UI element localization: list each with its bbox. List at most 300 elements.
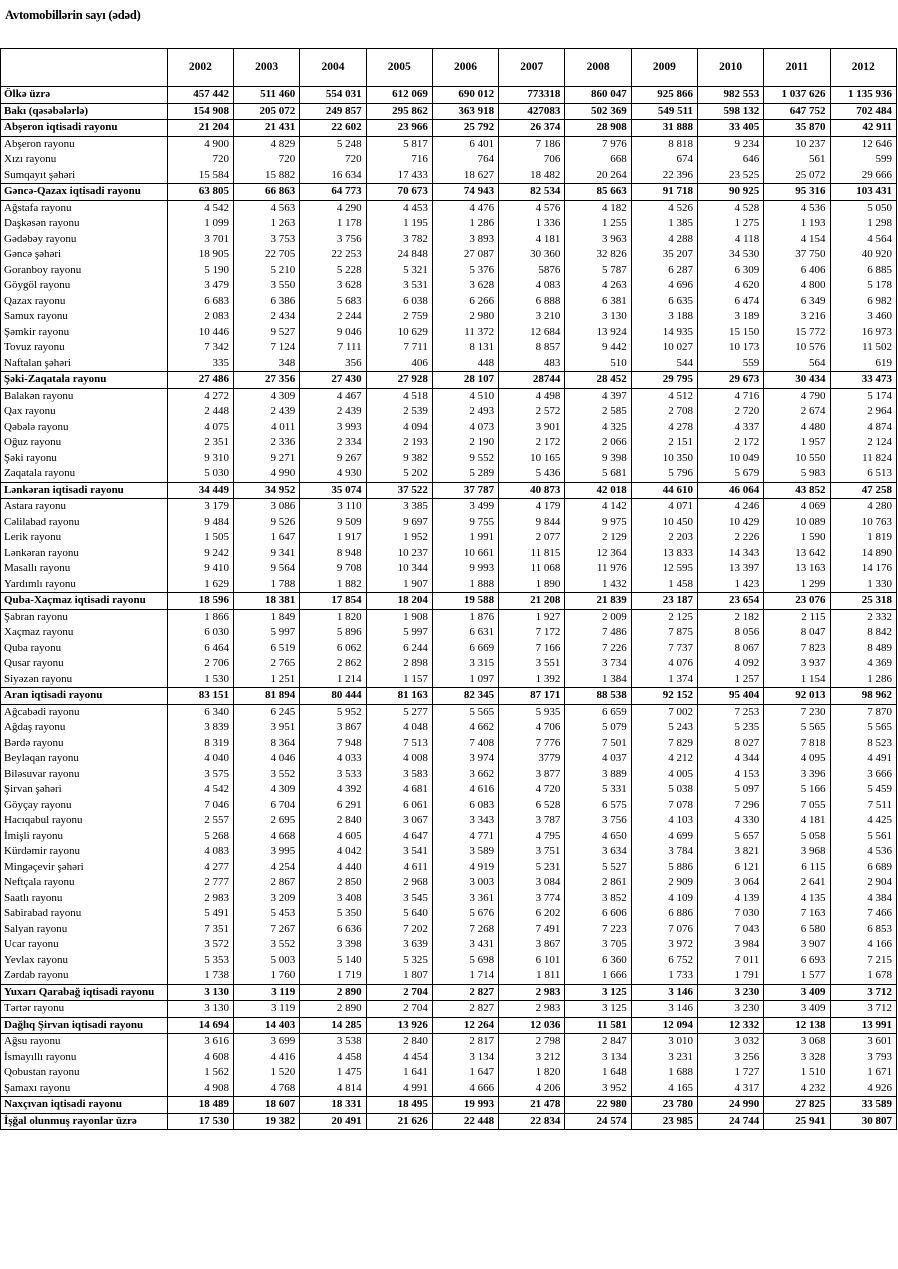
row-label: İsmayıllı rayonu — [1, 1050, 168, 1066]
value-cell: 6 309 — [697, 263, 763, 279]
value-cell: 3 705 — [565, 937, 631, 953]
value-cell: 9 527 — [234, 325, 300, 341]
value-cell: 3 256 — [697, 1050, 763, 1066]
value-cell: 9 697 — [366, 515, 432, 531]
value-cell: 25 792 — [432, 120, 498, 137]
table-row — [1, 451, 897, 467]
row-label: Şabran rayonu — [1, 609, 168, 625]
table-row — [1, 875, 897, 891]
value-cell: 1 714 — [432, 968, 498, 984]
value-cell: 982 553 — [697, 87, 763, 104]
value-cell: 5 983 — [764, 466, 830, 482]
value-cell: 6 693 — [764, 953, 830, 969]
value-cell: 23 525 — [697, 168, 763, 184]
row-label: Yuxarı Qarabağ iqtisadi rayonu — [1, 984, 168, 1001]
value-cell: 4 454 — [366, 1050, 432, 1066]
value-cell: 3 793 — [830, 1050, 896, 1066]
value-cell: 10 237 — [764, 136, 830, 152]
value-cell: 3 616 — [167, 1034, 233, 1050]
value-cell: 3779 — [499, 751, 565, 767]
value-cell: 90 925 — [697, 184, 763, 201]
value-cell: 3 993 — [300, 420, 366, 436]
row-label: Bərdə rayonu — [1, 736, 168, 752]
value-cell: 15 772 — [764, 325, 830, 341]
value-cell: 3 130 — [167, 984, 233, 1001]
table-row — [1, 891, 897, 907]
value-cell: 9 234 — [697, 136, 763, 152]
value-cell: 6 266 — [432, 294, 498, 310]
value-cell: 14 694 — [167, 1017, 233, 1034]
value-cell: 27 087 — [432, 247, 498, 263]
value-cell: 7 513 — [366, 736, 432, 752]
table-row-region — [1, 87, 897, 104]
value-cell: 18 596 — [167, 593, 233, 610]
value-cell: 1 788 — [234, 577, 300, 593]
value-cell: 4 440 — [300, 860, 366, 876]
page-title: Avtomobillərin sayı (ədəd) — [5, 8, 141, 22]
value-cell: 30 360 — [499, 247, 565, 263]
row-label: Mingəçevir şəhəri — [1, 860, 168, 876]
value-cell: 3 188 — [631, 309, 697, 325]
value-cell: 2 572 — [499, 404, 565, 420]
value-cell: 5 050 — [830, 200, 896, 216]
value-cell: 16 973 — [830, 325, 896, 341]
value-cell: 5 935 — [499, 704, 565, 720]
value-cell: 1 097 — [432, 672, 498, 688]
table-row-region — [1, 103, 897, 120]
value-cell: 5 657 — [697, 829, 763, 845]
value-cell: 12 332 — [697, 1017, 763, 1034]
row-label: Saatlı rayonu — [1, 891, 168, 907]
table-row — [1, 844, 897, 860]
value-cell: 11 815 — [499, 546, 565, 562]
value-cell: 5 565 — [432, 704, 498, 720]
value-cell: 619 — [830, 356, 896, 372]
value-cell: 5 698 — [432, 953, 498, 969]
value-cell: 4 254 — [234, 860, 300, 876]
value-cell: 5 886 — [631, 860, 697, 876]
table-row — [1, 515, 897, 531]
value-cell: 21 208 — [499, 593, 565, 610]
value-cell: 35 207 — [631, 247, 697, 263]
table-row-region — [1, 184, 897, 201]
table-row — [1, 561, 897, 577]
value-cell: 10 173 — [697, 340, 763, 356]
table-row — [1, 625, 897, 641]
value-cell: 2 190 — [432, 435, 498, 451]
row-label: Ucar rayonu — [1, 937, 168, 953]
value-cell: 511 460 — [234, 87, 300, 104]
row-label: Masallı rayonu — [1, 561, 168, 577]
value-cell: 22 253 — [300, 247, 366, 263]
row-label: Yevlax rayonu — [1, 953, 168, 969]
value-cell: 2 827 — [432, 984, 498, 1001]
value-cell: 3 125 — [565, 984, 631, 1001]
value-cell: 1 286 — [432, 216, 498, 232]
value-cell: 34 449 — [167, 482, 233, 499]
value-cell: 3 699 — [234, 1034, 300, 1050]
value-cell: 6 401 — [432, 136, 498, 152]
value-cell: 9 564 — [234, 561, 300, 577]
row-label: Tərtər rayonu — [1, 1001, 168, 1018]
value-cell: 82 345 — [432, 688, 498, 705]
value-cell: 4 288 — [631, 232, 697, 248]
value-cell: 4 142 — [565, 499, 631, 515]
value-cell: 5 997 — [234, 625, 300, 641]
value-cell: 3 634 — [565, 844, 631, 860]
value-cell: 25 318 — [830, 593, 896, 610]
value-cell: 9 509 — [300, 515, 366, 531]
row-label: Qobustan rayonu — [1, 1065, 168, 1081]
value-cell: 1 849 — [234, 609, 300, 625]
value-cell: 9 310 — [167, 451, 233, 467]
value-cell: 1 907 — [366, 577, 432, 593]
row-label: Şəki rayonu — [1, 451, 168, 467]
value-cell: 4 498 — [499, 388, 565, 404]
value-cell: 4 425 — [830, 813, 896, 829]
value-cell: 3 460 — [830, 309, 896, 325]
value-cell: 42 018 — [565, 482, 631, 499]
value-cell: 702 484 — [830, 103, 896, 120]
value-cell: 3 968 — [764, 844, 830, 860]
row-label: Lənkəran rayonu — [1, 546, 168, 562]
table-row — [1, 420, 897, 436]
row-label: Lənkəran iqtisadi rayonu — [1, 482, 168, 499]
value-cell: 30 434 — [764, 372, 830, 389]
value-cell: 9 267 — [300, 451, 366, 467]
value-cell: 4 611 — [366, 860, 432, 876]
value-cell: 21 626 — [366, 1113, 432, 1130]
year-header: 2007 — [499, 49, 565, 87]
value-cell: 5 079 — [565, 720, 631, 736]
value-cell: 3 545 — [366, 891, 432, 907]
value-cell: 4 083 — [499, 278, 565, 294]
value-cell: 502 369 — [565, 103, 631, 120]
value-cell: 8 067 — [697, 641, 763, 657]
value-cell: 2 704 — [366, 1001, 432, 1018]
value-cell: 4 605 — [300, 829, 366, 845]
value-cell: 12 646 — [830, 136, 896, 152]
value-cell: 1 392 — [499, 672, 565, 688]
value-cell: 4 919 — [432, 860, 498, 876]
value-cell: 4 344 — [697, 751, 763, 767]
row-label: Oğuz rayonu — [1, 435, 168, 451]
value-cell: 6 287 — [631, 263, 697, 279]
value-cell: 5 640 — [366, 906, 432, 922]
value-cell: 22 705 — [234, 247, 300, 263]
value-cell: 249 857 — [300, 103, 366, 120]
value-cell: 20 491 — [300, 1113, 366, 1130]
row-label: Göygöl rayonu — [1, 278, 168, 294]
value-cell: 4 696 — [631, 278, 697, 294]
value-cell: 23 985 — [631, 1113, 697, 1130]
row-label: Bakı (qəsəbələrlə) — [1, 103, 168, 120]
value-cell: 2 720 — [697, 404, 763, 420]
value-cell: 24 744 — [697, 1113, 763, 1130]
value-cell: 2 909 — [631, 875, 697, 891]
value-cell: 37 522 — [366, 482, 432, 499]
value-cell: 24 990 — [697, 1097, 763, 1114]
value-cell: 1 671 — [830, 1065, 896, 1081]
value-cell: 29 795 — [631, 372, 697, 389]
value-cell: 9 993 — [432, 561, 498, 577]
value-cell: 5876 — [499, 263, 565, 279]
table-header-row — [1, 49, 897, 87]
value-cell: 2 448 — [167, 404, 233, 420]
value-cell: 18 905 — [167, 247, 233, 263]
value-cell: 6 101 — [499, 953, 565, 969]
year-header: 2003 — [234, 49, 300, 87]
value-cell: 4 008 — [366, 751, 432, 767]
value-cell: 3 032 — [697, 1034, 763, 1050]
value-cell: 8 319 — [167, 736, 233, 752]
value-cell: 4 716 — [697, 388, 763, 404]
value-cell: 24 848 — [366, 247, 432, 263]
value-cell: 2 904 — [830, 875, 896, 891]
value-cell: 1 577 — [764, 968, 830, 984]
value-cell: 8 364 — [234, 736, 300, 752]
value-cell: 4 182 — [565, 200, 631, 216]
value-cell: 2 840 — [366, 1034, 432, 1050]
year-header: 2011 — [764, 49, 830, 87]
value-cell: 19 588 — [432, 593, 498, 610]
value-cell: 5 997 — [366, 625, 432, 641]
value-cell: 92 013 — [764, 688, 830, 705]
value-cell: 5 453 — [234, 906, 300, 922]
value-cell: 66 863 — [234, 184, 300, 201]
row-label: Gəncə-Qazax iqtisadi rayonu — [1, 184, 168, 201]
value-cell: 5 097 — [697, 782, 763, 798]
value-cell: 2 332 — [830, 609, 896, 625]
value-cell: 3 984 — [697, 937, 763, 953]
value-cell: 2 777 — [167, 875, 233, 891]
value-cell: 34 530 — [697, 247, 763, 263]
value-cell: 2 817 — [432, 1034, 498, 1050]
value-cell: 2 439 — [300, 404, 366, 420]
value-cell: 3 541 — [366, 844, 432, 860]
row-label: Quba rayonu — [1, 641, 168, 657]
value-cell: 4 990 — [234, 466, 300, 482]
value-cell: 7 823 — [764, 641, 830, 657]
value-cell: 1 037 626 — [764, 87, 830, 104]
value-cell: 6 202 — [499, 906, 565, 922]
value-cell: 4 083 — [167, 844, 233, 860]
value-cell: 6 689 — [830, 860, 896, 876]
value-cell: 8 523 — [830, 736, 896, 752]
value-cell: 706 — [499, 152, 565, 168]
value-cell: 6 406 — [764, 263, 830, 279]
value-cell: 2 867 — [234, 875, 300, 891]
year-header: 2002 — [167, 49, 233, 87]
value-cell: 11 372 — [432, 325, 498, 341]
value-cell: 9 484 — [167, 515, 233, 531]
value-cell: 10 165 — [499, 451, 565, 467]
value-cell: 3 119 — [234, 984, 300, 1001]
value-cell: 46 064 — [697, 482, 763, 499]
value-cell: 18 495 — [366, 1097, 432, 1114]
value-cell: 4 397 — [565, 388, 631, 404]
row-label: Şirvan şəhəri — [1, 782, 168, 798]
value-cell: 3 589 — [432, 844, 498, 860]
value-cell: 9 975 — [565, 515, 631, 531]
value-cell: 3 134 — [565, 1050, 631, 1066]
value-cell: 2 890 — [300, 1001, 366, 1018]
value-cell: 28 107 — [432, 372, 498, 389]
value-cell: 3 551 — [499, 656, 565, 672]
value-cell: 10 049 — [697, 451, 763, 467]
value-cell: 2 334 — [300, 435, 366, 451]
value-cell: 720 — [167, 152, 233, 168]
value-cell: 7 186 — [499, 136, 565, 152]
table-row — [1, 1081, 897, 1097]
value-cell: 4 040 — [167, 751, 233, 767]
value-cell: 5 565 — [830, 720, 896, 736]
value-cell: 6 606 — [565, 906, 631, 922]
value-cell: 63 805 — [167, 184, 233, 201]
value-cell: 646 — [697, 152, 763, 168]
value-cell: 1 263 — [234, 216, 300, 232]
value-cell: 9 844 — [499, 515, 565, 531]
value-cell: 6 062 — [300, 641, 366, 657]
value-cell: 716 — [366, 152, 432, 168]
value-cell: 860 047 — [565, 87, 631, 104]
value-cell: 1 562 — [167, 1065, 233, 1081]
value-cell: 5 228 — [300, 263, 366, 279]
value-cell: 564 — [764, 356, 830, 372]
value-cell: 9 708 — [300, 561, 366, 577]
value-cell: 4 608 — [167, 1050, 233, 1066]
row-label: Sumqayıt şəhəri — [1, 168, 168, 184]
value-cell: 1 866 — [167, 609, 233, 625]
value-cell: 12 684 — [499, 325, 565, 341]
value-cell: 4 668 — [234, 829, 300, 845]
value-cell: 3 409 — [764, 984, 830, 1001]
header-empty-cell — [1, 49, 168, 87]
value-cell: 29 666 — [830, 168, 896, 184]
value-cell: 1 286 — [830, 672, 896, 688]
value-cell: 4 467 — [300, 388, 366, 404]
value-cell: 205 072 — [234, 103, 300, 120]
value-cell: 4 563 — [234, 200, 300, 216]
value-cell: 7 111 — [300, 340, 366, 356]
value-cell: 3 774 — [499, 891, 565, 907]
value-cell: 22 448 — [432, 1113, 498, 1130]
value-cell: 35 870 — [764, 120, 830, 137]
vehicle-count-table — [0, 48, 897, 1130]
value-cell: 7 486 — [565, 625, 631, 641]
value-cell: 2 203 — [631, 530, 697, 546]
value-cell: 3 575 — [167, 767, 233, 783]
value-cell: 7 166 — [499, 641, 565, 657]
value-cell: 6 244 — [366, 641, 432, 657]
value-cell: 3 572 — [167, 937, 233, 953]
value-cell: 4 037 — [565, 751, 631, 767]
value-cell: 13 642 — [764, 546, 830, 562]
value-cell: 3 952 — [565, 1081, 631, 1097]
value-cell: 9 552 — [432, 451, 498, 467]
value-cell: 8 948 — [300, 546, 366, 562]
value-cell: 34 952 — [234, 482, 300, 499]
value-cell: 3 662 — [432, 767, 498, 783]
value-cell: 6 360 — [565, 953, 631, 969]
value-cell: 4 154 — [764, 232, 830, 248]
value-cell: 7 215 — [830, 953, 896, 969]
value-cell: 4 181 — [499, 232, 565, 248]
table-row — [1, 216, 897, 232]
value-cell: 4 075 — [167, 420, 233, 436]
value-cell: 7 268 — [432, 922, 498, 938]
value-cell: 690 012 — [432, 87, 498, 104]
table-row — [1, 813, 897, 829]
value-cell: 25 941 — [764, 1113, 830, 1130]
value-cell: 6 245 — [234, 704, 300, 720]
value-cell: 2 704 — [366, 984, 432, 1001]
year-header: 2006 — [432, 49, 498, 87]
value-cell: 6 291 — [300, 798, 366, 814]
value-cell: 10 027 — [631, 340, 697, 356]
value-cell: 3 867 — [300, 720, 366, 736]
row-label: Naftalan şəhəri — [1, 356, 168, 372]
value-cell: 2 439 — [234, 404, 300, 420]
row-label: Tovuz rayonu — [1, 340, 168, 356]
value-cell: 5 268 — [167, 829, 233, 845]
value-cell: 4 771 — [432, 829, 498, 845]
row-label: Goranboy rayonu — [1, 263, 168, 279]
value-cell: 2 193 — [366, 435, 432, 451]
value-cell: 4 829 — [234, 136, 300, 152]
value-cell: 3 230 — [697, 984, 763, 1001]
value-cell: 1 505 — [167, 530, 233, 546]
value-cell: 7 043 — [697, 922, 763, 938]
value-cell: 1 890 — [499, 577, 565, 593]
value-cell: 3 852 — [565, 891, 631, 907]
row-label: Hacıqabul rayonu — [1, 813, 168, 829]
value-cell: 5 030 — [167, 466, 233, 482]
value-cell: 3 628 — [432, 278, 498, 294]
value-cell: 4 118 — [697, 232, 763, 248]
value-cell: 1 330 — [830, 577, 896, 593]
row-label: Cəlilabad rayonu — [1, 515, 168, 531]
value-cell: 2 847 — [565, 1034, 631, 1050]
value-cell: 2 708 — [631, 404, 697, 420]
value-cell: 720 — [234, 152, 300, 168]
value-cell: 3 734 — [565, 656, 631, 672]
value-cell: 7 226 — [565, 641, 631, 657]
value-cell: 4 564 — [830, 232, 896, 248]
row-label: Balakən rayonu — [1, 388, 168, 404]
value-cell: 25 072 — [764, 168, 830, 184]
value-cell: 1 530 — [167, 672, 233, 688]
value-cell: 3 995 — [234, 844, 300, 860]
row-label: Naxçıvan iqtisadi rayonu — [1, 1097, 168, 1114]
value-cell: 103 431 — [830, 184, 896, 201]
value-cell: 2 083 — [167, 309, 233, 325]
value-cell: 8 818 — [631, 136, 697, 152]
value-cell: 4 103 — [631, 813, 697, 829]
value-cell: 2 244 — [300, 309, 366, 325]
value-cell: 7 737 — [631, 641, 697, 657]
value-cell: 7 342 — [167, 340, 233, 356]
value-cell: 4 491 — [830, 751, 896, 767]
row-label: Qusar rayonu — [1, 656, 168, 672]
value-cell: 8 056 — [697, 625, 763, 641]
value-cell: 3 216 — [764, 309, 830, 325]
value-cell: 87 171 — [499, 688, 565, 705]
value-cell: 4 795 — [499, 829, 565, 845]
value-cell: 295 862 — [366, 103, 432, 120]
value-cell: 2 898 — [366, 656, 432, 672]
value-cell: 12 138 — [764, 1017, 830, 1034]
